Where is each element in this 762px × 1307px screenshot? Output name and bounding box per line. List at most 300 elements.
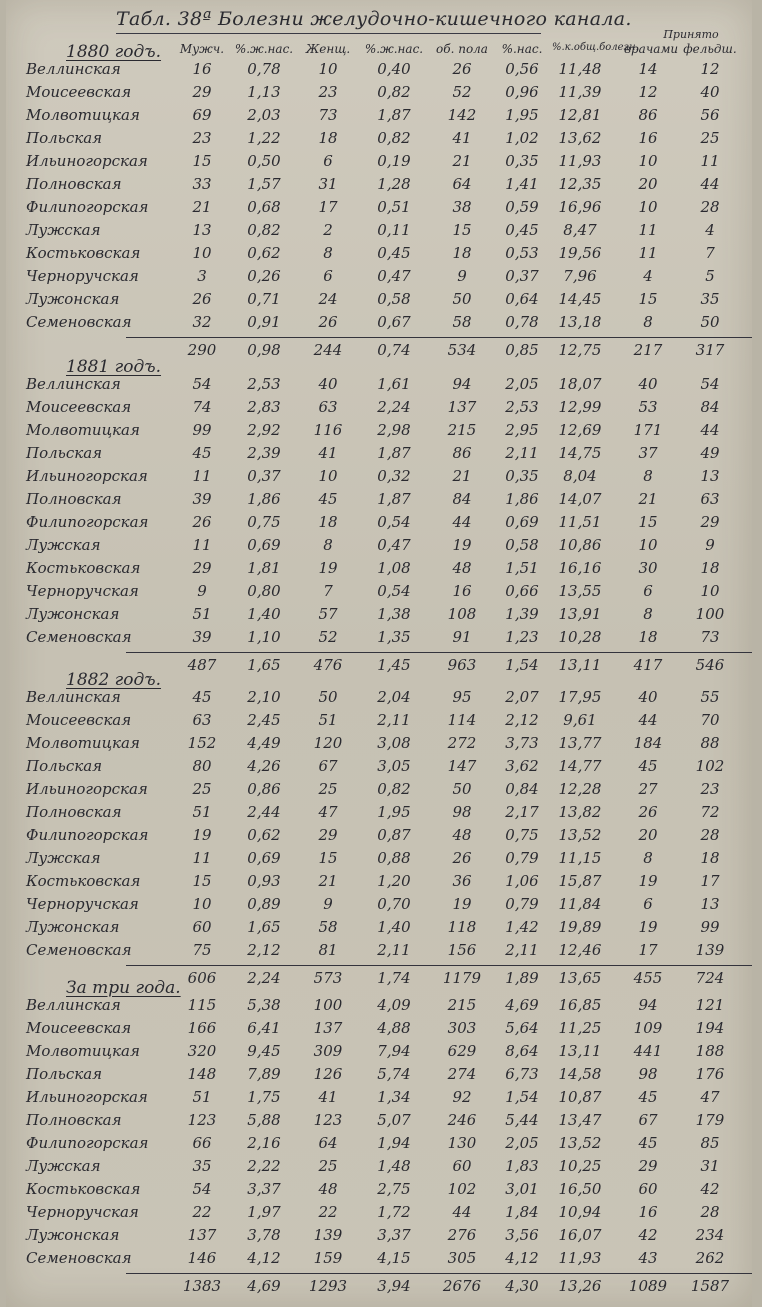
table-row [6, 559, 752, 581]
table-cell: 2,17 [505, 803, 539, 821]
table-row [6, 734, 752, 756]
district-name: Моисеевская [26, 398, 132, 416]
table-cell: 31 [700, 1157, 720, 1175]
table-cell: 14 [638, 60, 658, 78]
table-cell: 25 [318, 780, 338, 798]
table-cell: 4,69 [505, 996, 539, 1014]
table-cell: 2,16 [247, 1134, 281, 1152]
table-cell: 9,45 [247, 1042, 281, 1060]
table-cell: 1,86 [247, 490, 281, 508]
total-cell: 1,65 [247, 656, 281, 674]
table-cell: 8,47 [563, 221, 597, 239]
table-row [6, 152, 752, 174]
table-cell: 1,41 [505, 175, 539, 193]
table-cell: 0,82 [377, 129, 411, 147]
header-accepted: Принято [663, 28, 719, 41]
table-cell: 29 [192, 559, 212, 577]
table-cell: 4,15 [377, 1249, 411, 1267]
table-row [6, 244, 752, 266]
table-cell: 1,72 [377, 1203, 411, 1221]
district-name: Моисеевская [26, 1019, 132, 1037]
table-cell: 19 [452, 536, 472, 554]
table-cell: 13,55 [558, 582, 602, 600]
table-cell: 0,47 [377, 267, 411, 285]
district-name: Моисеевская [26, 83, 132, 101]
table-cell: 95 [452, 688, 472, 706]
table-cell: 92 [452, 1088, 472, 1106]
table-cell: 2,11 [377, 941, 411, 959]
table-cell: 13,18 [558, 313, 602, 331]
table-cell: 31 [318, 175, 338, 193]
district-name: Полновская [26, 175, 122, 193]
table-cell: 26 [192, 290, 212, 308]
table-row [6, 60, 752, 82]
table-row [6, 1088, 752, 1110]
header-total: об. пола [436, 42, 488, 56]
table-cell: 2,22 [247, 1157, 281, 1175]
table-cell: 41 [318, 1088, 338, 1106]
table-cell: 69 [192, 106, 212, 124]
table-cell: 0,54 [377, 513, 411, 531]
table-cell: 22 [318, 1203, 338, 1221]
table-cell: 10,86 [558, 536, 602, 554]
district-name: Костьковская [26, 872, 141, 890]
table-cell: 305 [447, 1249, 477, 1267]
table-cell: 63 [700, 490, 720, 508]
table-cell: 12 [638, 83, 658, 101]
table-cell: 1,83 [505, 1157, 539, 1175]
table-cell: 94 [452, 375, 472, 393]
table-cell: 4,88 [377, 1019, 411, 1037]
table-cell: 2,44 [247, 803, 281, 821]
table-cell: 7,96 [563, 267, 597, 285]
table-cell: 53 [638, 398, 658, 416]
district-name: Польская [26, 1065, 103, 1083]
table-row [6, 490, 752, 512]
table-cell: 0,78 [247, 60, 281, 78]
table-cell: 44 [452, 513, 472, 531]
total-rule [126, 965, 752, 966]
table-cell: 0,50 [247, 152, 281, 170]
total-cell: 0,98 [247, 341, 281, 359]
table-cell: 14,45 [558, 290, 602, 308]
table-cell: 16 [638, 1203, 658, 1221]
header-men: Мужч. [179, 42, 225, 56]
table-cell: 4,49 [247, 734, 281, 752]
table-cell: 16,07 [558, 1226, 602, 1244]
district-name: Полновская [26, 803, 122, 821]
table-cell: 15 [192, 872, 212, 890]
table-cell: 2,11 [377, 711, 411, 729]
table-cell: 26 [452, 849, 472, 867]
table-cell: 27 [638, 780, 658, 798]
total-cell: 244 [313, 341, 343, 359]
table-cell: 4 [705, 221, 715, 239]
table-cell: 188 [695, 1042, 725, 1060]
table-cell: 152 [187, 734, 217, 752]
table-cell: 85 [700, 1134, 720, 1152]
district-name: Моисеевская [26, 711, 132, 729]
table-cell: 43 [638, 1249, 658, 1267]
table-cell: 52 [452, 83, 472, 101]
table-cell: 74 [192, 398, 212, 416]
total-cell: 1,54 [505, 656, 539, 674]
table-cell: 12,35 [558, 175, 602, 193]
total-cell: 2,24 [247, 969, 281, 987]
table-cell: 10 [638, 152, 658, 170]
table-cell: 0,54 [377, 582, 411, 600]
table-cell: 88 [700, 734, 720, 752]
district-name: Лужонская [26, 1226, 120, 1244]
table-cell: 51 [192, 1088, 212, 1106]
section-heading: За три года. [66, 978, 181, 998]
table-cell: 94 [638, 996, 658, 1014]
table-cell: 6 [323, 152, 333, 170]
table-cell: 1,87 [377, 106, 411, 124]
table-cell: 0,53 [505, 244, 539, 262]
table-cell: 1,23 [505, 628, 539, 646]
table-cell: 3,56 [505, 1226, 539, 1244]
table-cell: 70 [700, 711, 720, 729]
table-row [6, 313, 752, 335]
table-cell: 45 [318, 490, 338, 508]
table-cell: 10,94 [558, 1203, 602, 1221]
table-cell: 123 [187, 1111, 217, 1129]
district-name: Филипогорская [26, 826, 149, 844]
table-cell: 12,28 [558, 780, 602, 798]
district-name: Семеновская [26, 1249, 132, 1267]
district-name: Молвотицкая [26, 421, 140, 439]
table-cell: 139 [313, 1226, 343, 1244]
table-cell: 2,12 [247, 941, 281, 959]
table-row [6, 895, 752, 917]
table-cell: 44 [700, 175, 720, 193]
table-cell: 11,48 [558, 60, 602, 78]
table-cell: 11 [192, 536, 212, 554]
district-name: Черноручская [26, 1203, 139, 1221]
table-row [6, 375, 752, 397]
table-row [6, 1157, 752, 1179]
table-cell: 13 [700, 467, 720, 485]
table-cell: 17,95 [558, 688, 602, 706]
table-cell: 20 [638, 826, 658, 844]
table-row [6, 198, 752, 220]
table-cell: 54 [192, 1180, 212, 1198]
district-name: Костьковская [26, 244, 141, 262]
table-cell: 130 [447, 1134, 477, 1152]
table-cell: 3,78 [247, 1226, 281, 1244]
table-cell: 2,07 [505, 688, 539, 706]
table-cell: 36 [452, 872, 472, 890]
table-row [6, 421, 752, 443]
total-cell: 546 [695, 656, 725, 674]
header-women: Женщ. [305, 42, 351, 56]
table-cell: 5,44 [505, 1111, 539, 1129]
table-cell: 5,64 [505, 1019, 539, 1037]
table-cell: 10 [638, 536, 658, 554]
table-cell: 1,86 [505, 490, 539, 508]
table-cell: 1,40 [377, 918, 411, 936]
table-cell: 39 [192, 490, 212, 508]
total-cell: 1383 [182, 1277, 222, 1295]
table-cell: 246 [447, 1111, 477, 1129]
table-cell: 29 [638, 1157, 658, 1175]
total-cell: 4,30 [505, 1277, 539, 1295]
table-cell: 21 [318, 872, 338, 890]
table-cell: 26 [318, 313, 338, 331]
district-name: Лужская [26, 221, 101, 239]
table-cell: 1,75 [247, 1088, 281, 1106]
table-cell: 1,65 [247, 918, 281, 936]
table-cell: 0,37 [247, 467, 281, 485]
table-cell: 184 [633, 734, 663, 752]
table-cell: 1,95 [505, 106, 539, 124]
table-cell: 20 [638, 175, 658, 193]
table-cell: 0,56 [505, 60, 539, 78]
table-cell: 115 [187, 996, 217, 1014]
table-cell: 0,11 [377, 221, 411, 239]
total-cell: 13,65 [558, 969, 602, 987]
table-cell: 114 [447, 711, 477, 729]
table-cell: 47 [700, 1088, 720, 1106]
table-cell: 3,37 [247, 1180, 281, 1198]
table-cell: 42 [700, 1180, 720, 1198]
table-cell: 1,06 [505, 872, 539, 890]
table-cell: 37 [638, 444, 658, 462]
table-cell: 1,02 [505, 129, 539, 147]
table-cell: 234 [695, 1226, 725, 1244]
table-cell: 0,75 [505, 826, 539, 844]
table-cell: 10,87 [558, 1088, 602, 1106]
table-cell: 8 [323, 244, 333, 262]
district-name: Лужская [26, 536, 101, 554]
table-cell: 2,53 [247, 375, 281, 393]
table-cell: 0,32 [377, 467, 411, 485]
table-cell: 48 [452, 826, 472, 844]
section-heading: 1880 годъ. [66, 42, 162, 62]
table-cell: 2,24 [377, 398, 411, 416]
table-cell: 0,75 [247, 513, 281, 531]
table-cell: 23 [700, 780, 720, 798]
table-cell: 26 [638, 803, 658, 821]
table-cell: 11 [638, 221, 658, 239]
table-cell: 1,95 [377, 803, 411, 821]
table-row [6, 290, 752, 312]
table-cell: 42 [638, 1226, 658, 1244]
table-cell: 137 [187, 1226, 217, 1244]
table-cell: 156 [447, 941, 477, 959]
total-row [6, 1277, 752, 1299]
total-cell: 12,75 [558, 341, 602, 359]
table-cell: 11 [192, 467, 212, 485]
table-cell: 274 [447, 1065, 477, 1083]
table-cell: 6 [643, 895, 653, 913]
total-rule [126, 1273, 752, 1274]
table-cell: 0,35 [505, 467, 539, 485]
table-cell: 13,62 [558, 129, 602, 147]
table-cell: 98 [638, 1065, 658, 1083]
table-cell: 2,45 [247, 711, 281, 729]
table-cell: 14,07 [558, 490, 602, 508]
total-cell: 417 [633, 656, 663, 674]
table-cell: 32 [192, 313, 212, 331]
table-cell: 1,39 [505, 605, 539, 623]
table-row [6, 175, 752, 197]
table-row [6, 83, 752, 105]
table-cell: 215 [447, 421, 477, 439]
table-cell: 0,71 [247, 290, 281, 308]
table-cell: 2,11 [505, 941, 539, 959]
table-cell: 18,07 [558, 375, 602, 393]
table-cell: 13,11 [558, 1042, 602, 1060]
table-row [6, 221, 752, 243]
table-cell: 13 [192, 221, 212, 239]
table-cell: 1,10 [247, 628, 281, 646]
table-cell: 18 [318, 129, 338, 147]
table-cell: 1,81 [247, 559, 281, 577]
total-cell: 13,26 [558, 1277, 602, 1295]
table-cell: 0,79 [505, 849, 539, 867]
table-cell: 100 [695, 605, 725, 623]
district-name: Польская [26, 757, 103, 775]
table-cell: 15 [638, 290, 658, 308]
table-cell: 166 [187, 1019, 217, 1037]
table-row [6, 1134, 752, 1156]
table-cell: 67 [318, 757, 338, 775]
table-cell: 629 [447, 1042, 477, 1060]
table-row [6, 444, 752, 466]
table-cell: 7 [323, 582, 333, 600]
table-cell: 139 [695, 941, 725, 959]
table-cell: 0,66 [505, 582, 539, 600]
header-doctors: врачами [624, 42, 679, 56]
table-cell: 9 [323, 895, 333, 913]
table-cell: 1,42 [505, 918, 539, 936]
table-cell: 64 [452, 175, 472, 193]
table-cell: 18 [700, 559, 720, 577]
total-cell: 0,74 [377, 341, 411, 359]
table-cell: 16 [192, 60, 212, 78]
total-cell: 1179 [442, 969, 482, 987]
table-cell: 60 [452, 1157, 472, 1175]
table-cell: 11,15 [558, 849, 602, 867]
table-cell: 18 [452, 244, 472, 262]
table-cell: 22 [192, 1203, 212, 1221]
table-cell: 102 [695, 757, 725, 775]
district-name: Черноручская [26, 895, 139, 913]
table-cell: 44 [700, 421, 720, 439]
table-cell: 0,37 [505, 267, 539, 285]
table-cell: 80 [192, 757, 212, 775]
table-cell: 147 [447, 757, 477, 775]
table-cell: 13,52 [558, 826, 602, 844]
table-cell: 0,69 [247, 849, 281, 867]
total-cell: 476 [313, 656, 343, 674]
table-cell: 73 [318, 106, 338, 124]
total-cell: 455 [633, 969, 663, 987]
table-cell: 15 [318, 849, 338, 867]
table-row [6, 1203, 752, 1225]
table-cell: 11,39 [558, 83, 602, 101]
table-cell: 11 [638, 244, 658, 262]
table-cell: 75 [192, 941, 212, 959]
table-cell: 2,03 [247, 106, 281, 124]
table-cell: 0,82 [377, 83, 411, 101]
table-cell: 0,58 [377, 290, 411, 308]
table-cell: 1,22 [247, 129, 281, 147]
total-cell: 1587 [690, 1277, 730, 1295]
table-cell: 171 [633, 421, 663, 439]
table-cell: 0,69 [505, 513, 539, 531]
table-cell: 51 [192, 803, 212, 821]
table-row [6, 129, 752, 151]
table-cell: 0,79 [505, 895, 539, 913]
table-cell: 2,83 [247, 398, 281, 416]
table-cell: 8 [643, 467, 653, 485]
header-total-pct: %.нас. [501, 42, 543, 56]
district-name: Полновская [26, 490, 122, 508]
title-underline [116, 33, 541, 34]
table-cell: 5 [705, 267, 715, 285]
table-cell: 21 [452, 152, 472, 170]
table-cell: 1,34 [377, 1088, 411, 1106]
table-cell: 56 [700, 106, 720, 124]
table-cell: 102 [447, 1180, 477, 1198]
table-cell: 11,25 [558, 1019, 602, 1037]
table-cell: 3,01 [505, 1180, 539, 1198]
table-cell: 14,75 [558, 444, 602, 462]
header-feldshers: фельдш. [683, 42, 737, 56]
table-cell: 10 [192, 244, 212, 262]
table-row [6, 826, 752, 848]
document-page [6, 0, 752, 1307]
table-row [6, 1019, 752, 1041]
table-row [6, 918, 752, 940]
table-cell: 0,35 [505, 152, 539, 170]
table-row [6, 467, 752, 489]
table-row [6, 711, 752, 733]
table-cell: 11 [700, 152, 720, 170]
table-cell: 28 [700, 1203, 720, 1221]
table-cell: 0,88 [377, 849, 411, 867]
table-cell: 2,95 [505, 421, 539, 439]
total-cell: 724 [695, 969, 725, 987]
table-cell: 30 [638, 559, 658, 577]
table-cell: 19,89 [558, 918, 602, 936]
table-row [6, 803, 752, 825]
table-cell: 0,96 [505, 83, 539, 101]
table-row [6, 996, 752, 1018]
table-cell: 0,58 [505, 536, 539, 554]
table-cell: 2,98 [377, 421, 411, 439]
table-cell: 1,48 [377, 1157, 411, 1175]
table-row [6, 605, 752, 627]
table-cell: 0,67 [377, 313, 411, 331]
table-cell: 1,84 [505, 1203, 539, 1221]
table-cell: 10,25 [558, 1157, 602, 1175]
table-cell: 99 [192, 421, 212, 439]
total-cell: 0,85 [505, 341, 539, 359]
table-cell: 17 [700, 872, 720, 890]
total-rule [126, 652, 752, 653]
table-cell: 21 [452, 467, 472, 485]
table-cell: 1,57 [247, 175, 281, 193]
table-cell: 0,26 [247, 267, 281, 285]
table-cell: 28 [700, 198, 720, 216]
table-cell: 194 [695, 1019, 725, 1037]
table-cell: 54 [700, 375, 720, 393]
table-cell: 272 [447, 734, 477, 752]
